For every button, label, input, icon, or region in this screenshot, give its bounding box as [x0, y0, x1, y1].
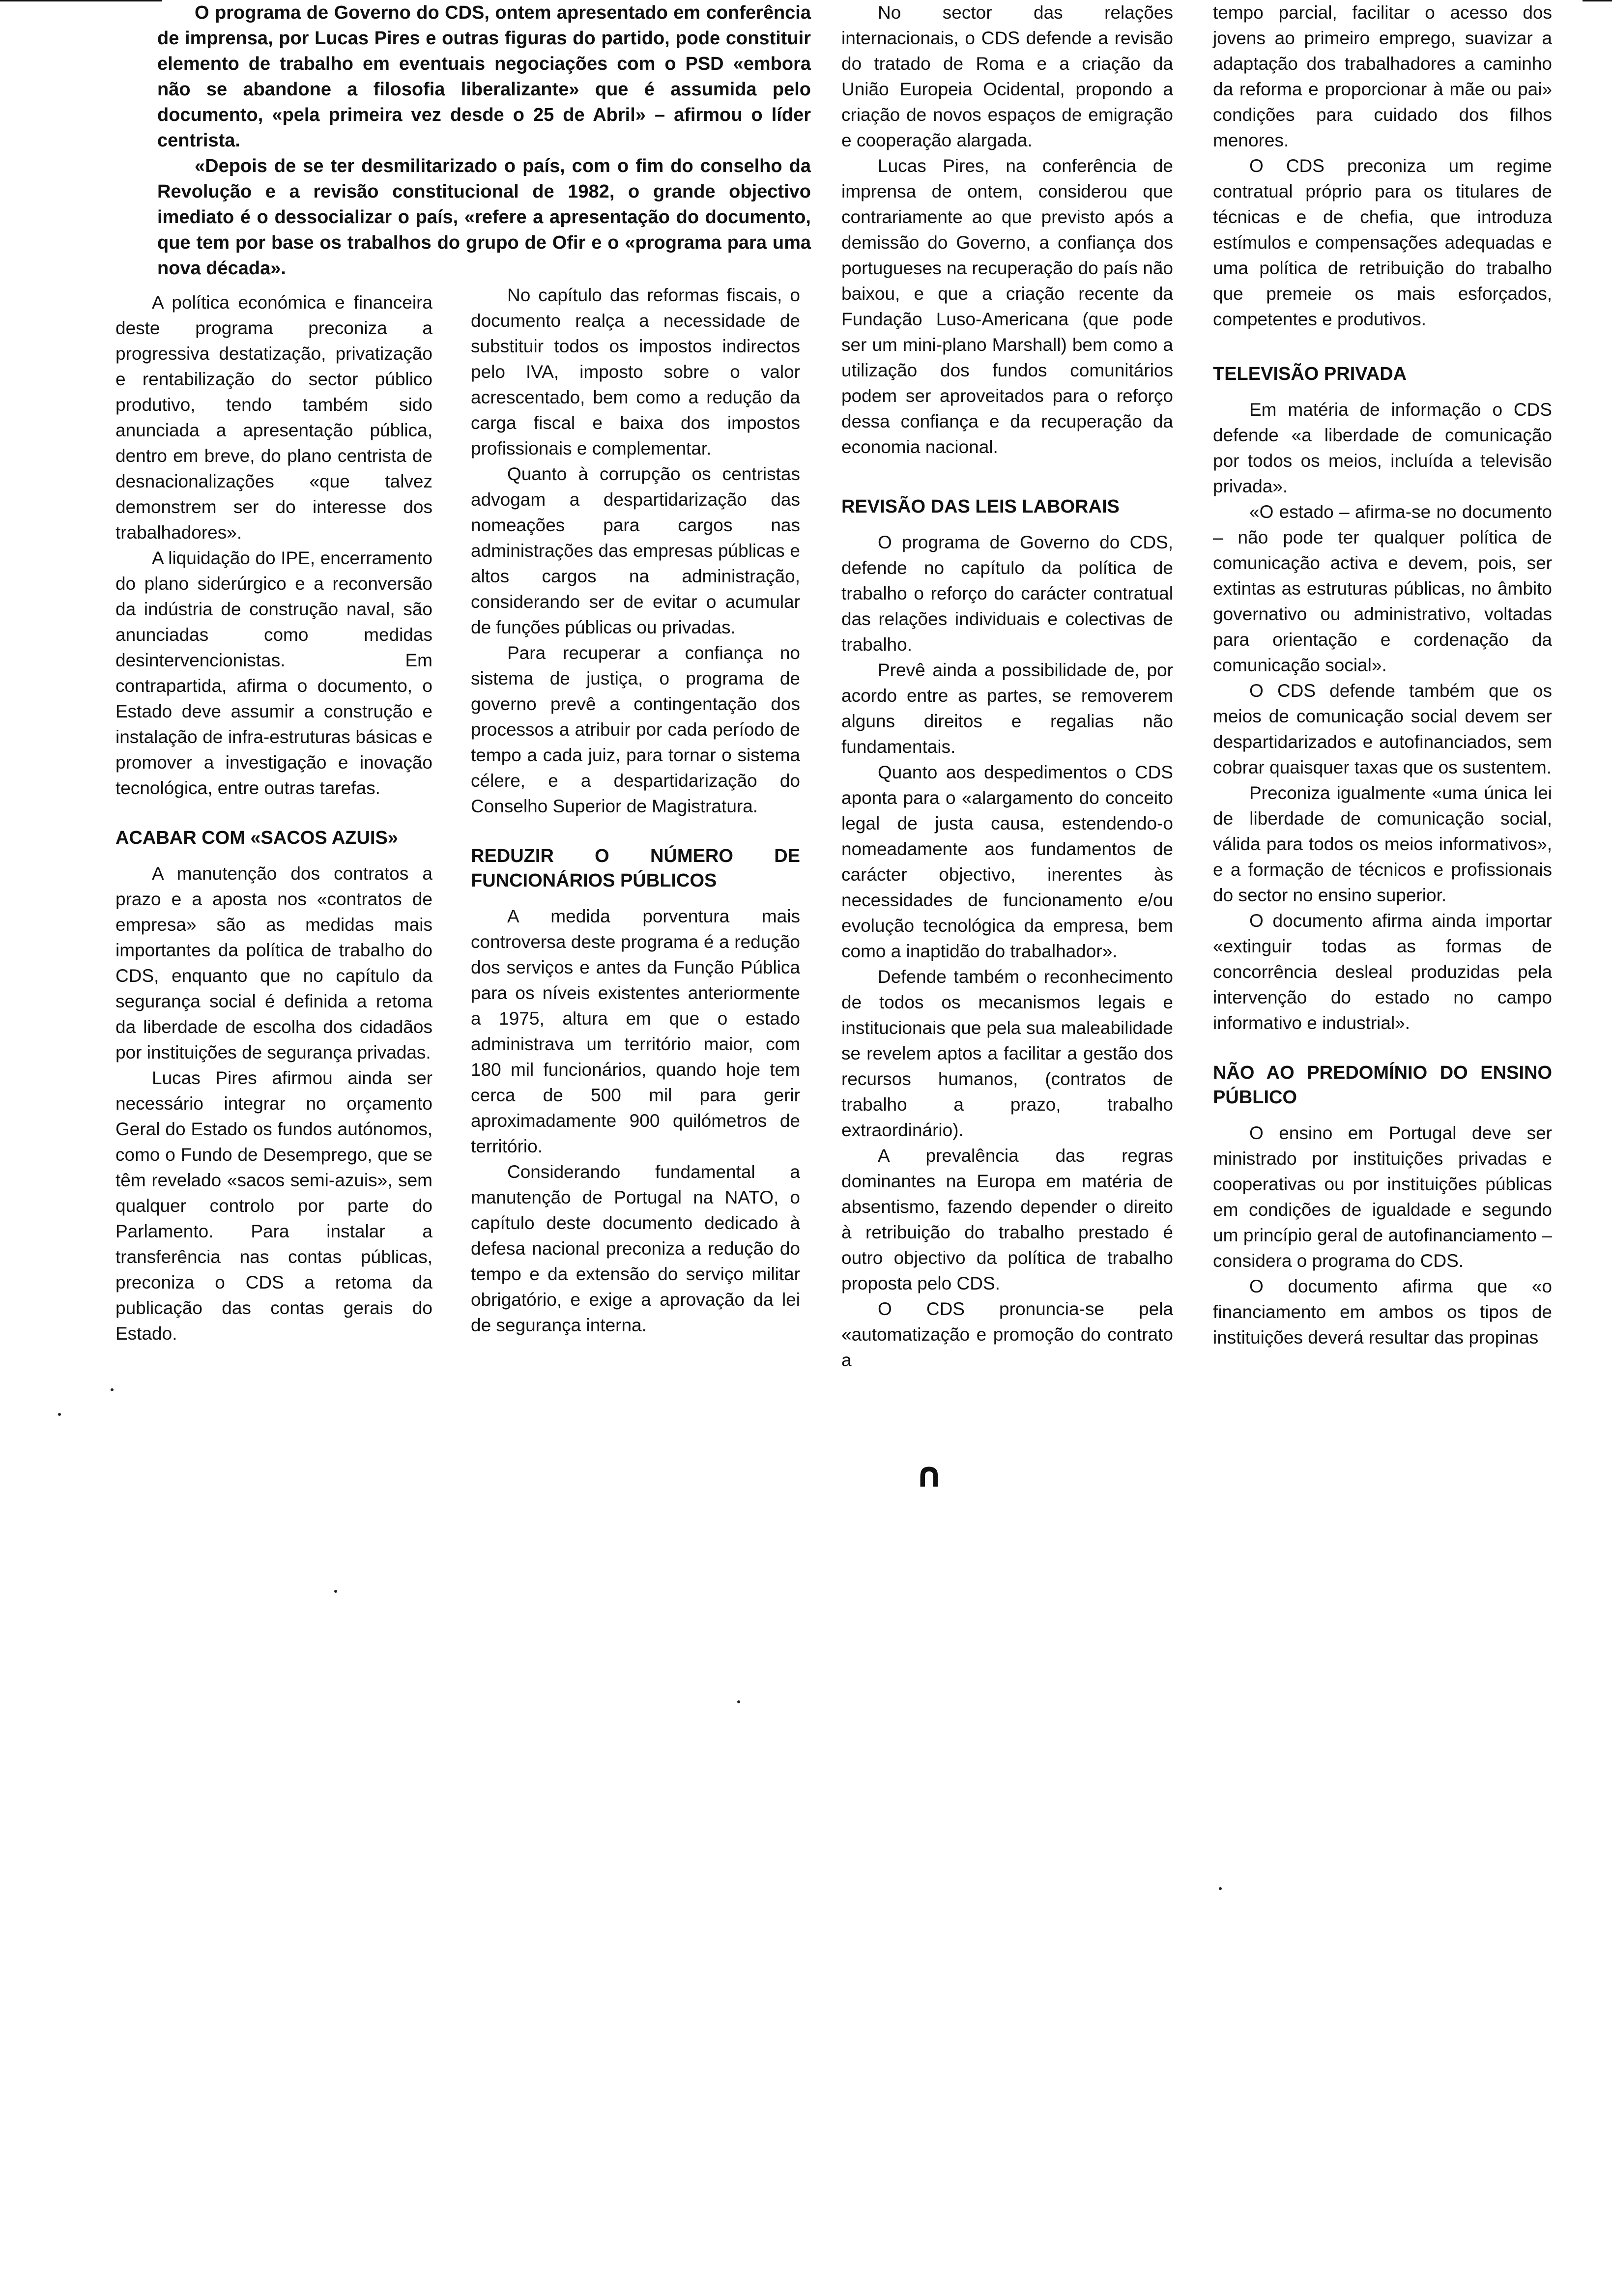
section-heading: TELEVISÃO PRIVADA [1213, 364, 1407, 384]
body-paragraph: O CDS defende também que os meios de comunicação social devem ser despartidarizados e autofinanciados, sem cobrar quaisquer taxas que os sustentem. [1213, 681, 1552, 777]
body-paragraph: Quanto à corrupção os centristas advogam a despartidarização das nomeações para cargos nas administrações das empresas públicas e altos cargos na administração, considerando ser de evitar o acumular de funções públicas ou privadas. [471, 464, 800, 637]
body-paragraph: O CDS preconiza um regime contratual próprio para os titulares de técnicas e de chefia, que introduza estímulos e compensações adequadas e uma política de retribuição do trabalho que premeie os mais esforçados, competentes e produtivos. [1213, 156, 1552, 329]
body-paragraph: Preconiza igualmente «uma única lei de liberdade de comunicação social, válida para todos os meios informativos», e a formação de técnicos e profissionais do sector no ensino superior. [1213, 783, 1552, 905]
body-paragraph: Para recuperar a confiança no sistema de justiça, o programa de governo prevê a contingentação dos processos a atribuir por cada período de tempo a cada juiz, para tornar o sistema célere, e a despartidarização do Conselho Superior de Magistratura. [471, 643, 800, 816]
body-paragraph: O CDS pronuncia-se pela «automatização e promoção do contrato a [841, 1299, 1173, 1370]
section-heading: ACABAR COM «SACOS AZUIS» [115, 828, 398, 848]
body-paragraph: O ensino em Portugal deve ser ministrado por instituições privadas e cooperativas ou por instituições públicas em condições de igualdade e segundo um princípio geral de autofinanciamento – considera o programa do CDS. [1213, 1123, 1552, 1271]
body-paragraph: Em matéria de informação o CDS defende «a liberdade de comunicação por todos os meios, incluída a televisão privada». [1213, 400, 1552, 496]
body-paragraph: Lucas Pires, na conferência de imprensa de ontem, considerou que contrariamente ao que previsto após a demissão do Governo, a confiança dos portugueses na recuperação do país não baixou, e que a criação recente da Fundação Luso-Americana (que pode ser um mini-plano Marshall) bem como a utilização dos fundos comunitários podem ser aproveitados para o reforço dessa confiança e da recuperação da economia nacional. [841, 156, 1173, 457]
body-paragraph: A liquidação do IPE, encerramento do plano siderúrgico e a reconversão da indústria de construção naval, são anunciadas como medidas desintervencionistas. Em contrapartida, afirma o documento, o Estado deve assumir a construção e instalação de infra-estruturas básicas e promover a investigação e inovação tecnológica, entre outras tarefas. [115, 548, 432, 798]
scan-speck [111, 1388, 114, 1391]
body-paragraph: A medida porventura mais controversa deste programa é a redução dos serviços e antes da Função Pública para os níveis existentes anteriormente a 1975, altura em que o estado administrava um território maior, com 180 mil funcionários, quando hoje tem cerca de 500 mil para gerir aproximadamente 900 quilómetros de território. [471, 906, 800, 1156]
lead-paragraph: «Depois de se ter desmilitarizado o país, com o fim do conselho da Revolução e a revisão constitucional de 1982, o grande objectivo imediato é o dessocializar o país, «refere a apresentação do documento, que tem por base os trabalhos do grupo de Ofir e o «programa para uma nova década». [157, 156, 811, 279]
section-heading: REDUZIR O NÚMERO DE FUNCIONÁRIOS PÚBLICOS [471, 846, 800, 891]
body-paragraph: Quanto aos despedimentos o CDS aponta para o «alargamento do conceito legal de justa causa, estendendo-o nomeadamente aos fundamentos de carácter objectivo, inerentes às necessidades de funcionamento e/ou evolução tecnológica da empresa, bem como a inaptidão do trabalhador». [841, 762, 1173, 961]
column-4 [1213, 0, 1552, 1350]
body-paragraph: «O estado – afirma-se no documento – não pode ter qualquer política de comunicação activa e devem, pois, ser extintas as estruturas públicas, no âmbito governativo ou administrativo, voltadas para orientação e cordenação da comunicação social». [1213, 502, 1552, 675]
column-1 [115, 290, 432, 1347]
scan-speck [334, 1590, 337, 1593]
rule-line [0, 0, 162, 1]
body-paragraph: A manutenção dos contratos a prazo e a aposta nos «contratos de empresa» são as medidas mais importantes da política de trabalho do CDS, enquanto que no capítulo da segurança social é definida a retoma da liberdade de escolha dos cidadãos por instituições de segurança privadas. [115, 863, 432, 1062]
scan-speck [737, 1700, 740, 1703]
article-lead [157, 0, 811, 281]
body-paragraph: O documento afirma ainda importar «extinguir todas as formas de concorrência desleal produzidas pela intervenção do estado no campo informativo e industrial». [1213, 911, 1552, 1033]
section-heading: REVISÃO DAS LEIS LABORAIS [841, 496, 1120, 517]
body-paragraph: O programa de Governo do CDS, defende no capítulo da política de trabalho o reforço do carácter contratual das relações individuais e colectivas de trabalho. [841, 532, 1173, 655]
body-paragraph: O documento afirma que «o financiamento em ambos os tipos de instituições deverá resultar das propinas [1213, 1276, 1552, 1348]
body-paragraph: A política económica e financeira deste programa preconiza a progressiva destatização, privatização e rentabilização do sector público produtivo, tendo também sido anunciada a apresentação pública, dentro em breve, do plano centrista de desnacionalizações «que talvez demonstrem ser do interesse dos trabalhadores». [115, 292, 432, 543]
body-paragraph: Lucas Pires afirmou ainda ser necessário integrar no orçamento Geral do Estado os fundos autónomos, como o Fundo de Desemprego, que se têm revelado «sacos semi-azuis», sem qualquer controlo por parte do Parlamento. Para instalar a transferência nas contas públicas, preconiza o CDS a retoma da publicação das contas gerais do Estado. [115, 1068, 432, 1344]
column-2 [471, 283, 800, 1338]
body-paragraph: No sector das relações internacionais, o CDS defende a revisão do tratado de Roma e a criação da União Europeia Ocidental, propondo a criação de novos espaços de emigração e cooperação alargada. [841, 2, 1173, 150]
body-paragraph: tempo parcial, facilitar o acesso dos jovens ao primeiro emprego, suavizar a adaptação dos trabalhadores a caminho da reforma e proporcionar à mãe ou pai» condições para cuidado dos filhos menores. [1213, 2, 1552, 150]
scan-speck [1219, 1887, 1222, 1890]
body-paragraph: Defende também o reconhecimento de todos os mecanismos legais e institucionais que pela sua maleabilidade se revelem aptos a facilitar a gestão dos recursos humanos, (contratos de trabalho a prazo, trabalho extraordinário). [841, 967, 1173, 1140]
body-paragraph: Considerando fundamental a manutenção de Portugal na NATO, o capítulo deste documento dedicado à defesa nacional preconiza a redução do tempo e da extensão do serviço militar obrigatório, e exige a aprovação da lei de segurança interna. [471, 1162, 800, 1335]
body-paragraph: Prevê ainda a possibilidade de, por acordo entre as partes, se removerem alguns direitos e regalias não fundamentais. [841, 660, 1173, 757]
lead-paragraph: O programa de Governo do CDS, ontem apresentado em conferência de imprensa, por Lucas Pires e outras figuras do partido, pode constituir elemento de trabalho em eventuais negociações com o PSD «embora não se abandone a filosofia liberalizante» que é assumida pelo documento, «pela primeira vez desde o 25 de Abril» – afirmou o líder centrista. [157, 2, 811, 151]
scan-speck [58, 1413, 61, 1416]
section-heading: NÃO AO PREDOMÍNIO DO ENSINO PÚBLICO [1213, 1062, 1552, 1108]
scan-mark-icon: ∩ [915, 1455, 943, 1495]
rule-line [1583, 0, 1612, 1]
body-paragraph: No capítulo das reformas fiscais, o documento realça a necessidade de substituir todos os impostos indirectos pelo IVA, imposto sobre o valor acrescentado, bem como a redução da carga fiscal e baixa dos impostos profissionais e complementar. [471, 285, 800, 459]
body-paragraph: A prevalência das regras dominantes na Europa em matéria de absentismo, fazendo depender o direito à retribuição do trabalho prestado é outro objectivo da política de trabalho proposta pelo CDS. [841, 1146, 1173, 1293]
column-3 [841, 0, 1173, 1373]
